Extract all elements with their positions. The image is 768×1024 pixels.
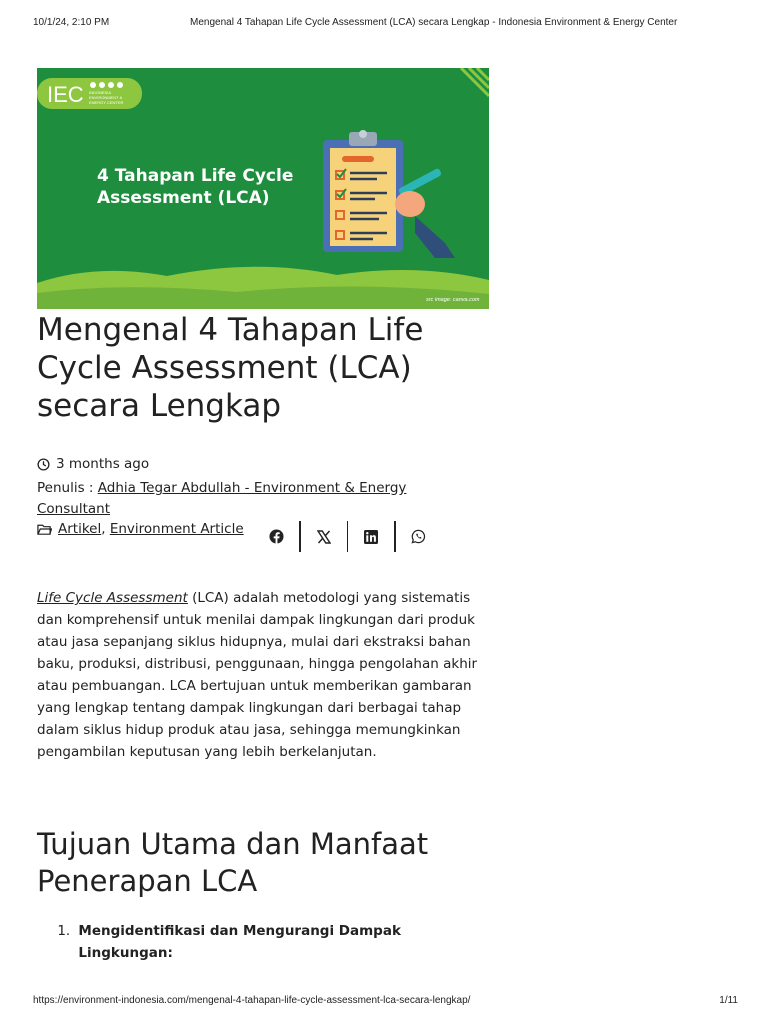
share-facebook-button[interactable] <box>253 521 299 552</box>
image-credit: src image: canva.com <box>426 297 480 303</box>
iec-logo <box>37 78 142 109</box>
share-x-button[interactable] <box>301 521 347 552</box>
author-label: Penulis : <box>37 480 94 496</box>
lca-link[interactable]: Life Cycle Assessment <box>37 590 188 606</box>
logo-text: IEC <box>47 82 84 107</box>
benefits-list <box>37 920 457 964</box>
author-link[interactable]: Adhia Tegar Abdullah - Environment & Energy Consultant <box>37 480 407 517</box>
hero-illustration <box>37 68 489 309</box>
linkedin-icon <box>364 530 378 544</box>
intro-text: (LCA) adalah metodologi yang sistematis dan komprehensif untuk menilai dampak lingkungan dari produk atau jasa sepanjang siklus hidupnya, mulai dari ekstraksi bahan baku, produksi, distribusi, penggunaan, hingga pengolahan akhir atau pembuangan. LCA bertujuan untuk memberikan gambaran yang lengkap tentang dampak lingkungan dari berbagai tahap dalam siklus hidup produk atau jasa, sehingga memungkinkan pengambilan keputusan yang lebih berkelanjutan. <box>37 590 478 760</box>
list-item-text: Mengidentifikasi dan Mengurangi Dampak Lingkungan: <box>78 923 401 961</box>
hero-image <box>37 68 489 309</box>
share-buttons <box>253 521 442 552</box>
folder-icon <box>37 523 52 536</box>
logo-subtext-2: ENVIRONMENT & <box>89 95 123 100</box>
whatsapp-icon <box>411 529 426 544</box>
hero-headline-line2: Assessment (LCA) <box>97 188 270 208</box>
print-datetime: 10/1/24, 2:10 PM <box>33 17 110 28</box>
category-link-artikel[interactable]: Artikel <box>58 521 102 537</box>
hero-headline-line1: 4 Tahapan Life Cycle <box>97 166 294 186</box>
clock-icon <box>37 458 50 471</box>
list-item-number: 1. <box>57 923 71 939</box>
x-twitter-icon <box>317 530 331 544</box>
logo-subtext-3: ENERGY CENTER <box>89 100 124 105</box>
print-url: https://environment-indonesia.com/mengenal-4-tahapan-life-cycle-assessment-lca-secara-lengkap/ <box>33 995 471 1006</box>
category-separator: , <box>101 521 106 537</box>
intro-paragraph <box>37 587 492 763</box>
post-time <box>37 456 149 472</box>
section-title: Tujuan Utama dan Manfaat Penerapan LCA <box>37 827 429 898</box>
logo-subtext-1: INDONESIA <box>89 90 112 95</box>
article-title: Mengenal 4 Tahapan Life Cycle Assessment (LCA) secara Lengkap <box>37 312 424 424</box>
share-whatsapp-button[interactable] <box>396 521 442 552</box>
list-item <box>37 920 457 964</box>
author-line <box>37 478 457 520</box>
share-linkedin-button[interactable] <box>348 521 394 552</box>
time-ago: 3 months ago <box>56 456 150 472</box>
print-page-title: Mengenal 4 Tahapan Life Cycle Assessment (LCA) secara Lengkap - Indonesia Environment & Energy Center <box>190 17 678 28</box>
facebook-icon <box>269 529 284 544</box>
print-page-number: 1/11 <box>719 995 738 1006</box>
category-link-environment-article[interactable]: Environment Article <box>109 521 244 537</box>
category-list <box>37 521 244 537</box>
